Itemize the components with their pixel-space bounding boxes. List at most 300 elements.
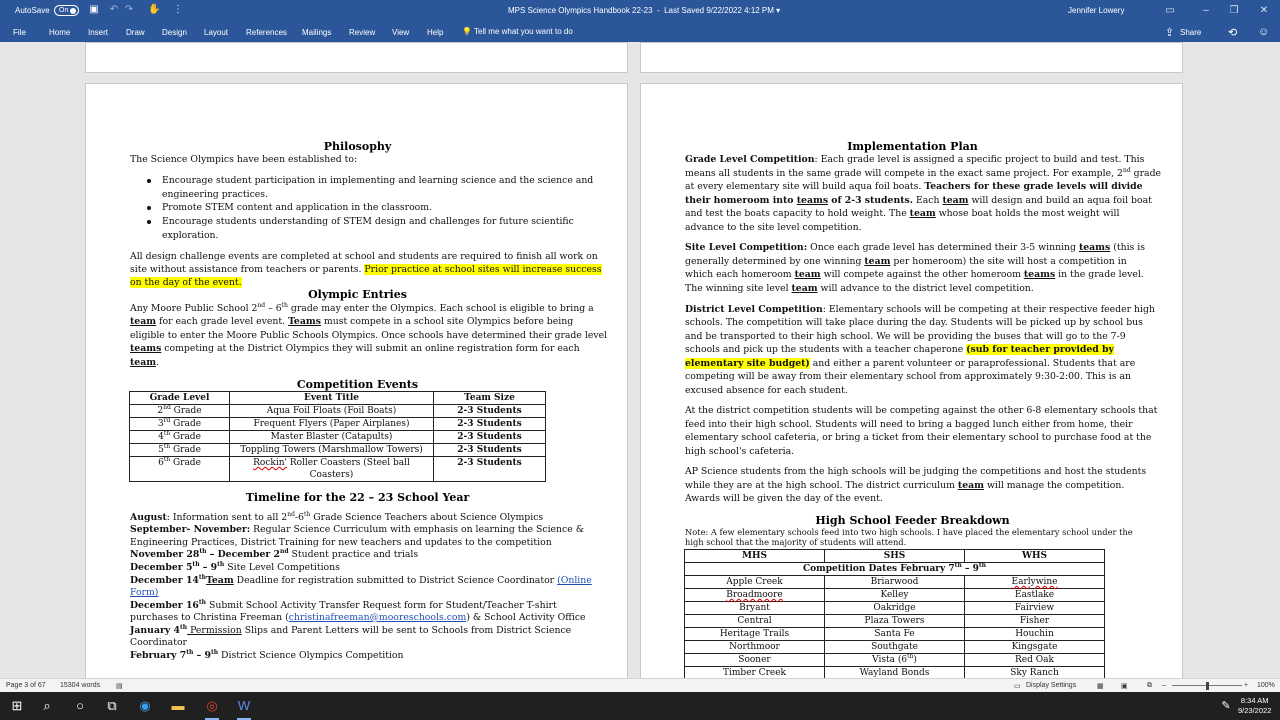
table-header: Event Title (230, 392, 434, 405)
tab-insert[interactable]: Insert (88, 28, 109, 37)
tab-view[interactable]: View (392, 28, 410, 37)
table-header: WHS (965, 550, 1105, 563)
events-table (129, 391, 546, 482)
district-level-paragraph: and be transported to their high school. We will be providing the buses that will go to the 7-9 (685, 331, 1126, 342)
table-header: Team Size (434, 392, 546, 405)
table-row (685, 563, 1105, 576)
school-cell: Timber Creek (685, 667, 825, 679)
school-cell: Fairview (965, 602, 1105, 615)
event-cell: Master Blaster (Catapults) (230, 431, 434, 444)
text-run: grade may enter the Olympics. Each school is eligible to bring a (287, 303, 594, 314)
text-run: – 9 (199, 562, 218, 573)
entries-paragraph (130, 342, 580, 356)
size-cell: 2-3 Students (434, 418, 546, 431)
bullet-text: Encourage students understanding of STEM design and challenges for future scientific (162, 216, 574, 227)
superscript: th (907, 653, 914, 660)
school-cell: Sky Ranch (965, 667, 1105, 679)
team-word: team (942, 195, 969, 206)
timeline-line: Coordinator (130, 637, 187, 648)
grade-cell (130, 405, 230, 418)
school-cell: Central (685, 615, 825, 628)
text-run: – 9 (961, 564, 979, 574)
school-cell: Santa Fe (825, 628, 965, 641)
table-header-row (685, 550, 1105, 563)
undo-icon[interactable]: ↶ (109, 4, 119, 15)
team-word: teams (1078, 242, 1111, 253)
district-level-paragraph: excused absence for each student. (685, 385, 848, 396)
bullet (147, 220, 151, 224)
display-settings-icon: ▭ (1014, 683, 1021, 690)
grade-level-paragraph (685, 180, 1143, 194)
district-competition-paragraph: At the district competition students will be competing against the other 6-8 elementary schools that (685, 405, 1158, 416)
table-row (685, 641, 1105, 654)
table-row (685, 654, 1105, 667)
site-level-paragraph (685, 282, 1034, 296)
text-run: generally determined by one winning (685, 256, 865, 267)
text-run: Regular Science Curriculum with emphasis on learning the Science & (250, 524, 584, 535)
cortana-icon[interactable]: ○ (76, 698, 84, 713)
size-cell: 2-3 Students (434, 431, 546, 444)
smiley-icon[interactable]: ☺ (1258, 26, 1270, 38)
text-run: at every elementary site will build aqua foil boats. (685, 181, 925, 192)
grade-cell (130, 457, 230, 482)
table-row (685, 615, 1105, 628)
text-run: must compete in a school site Olympics before being (320, 316, 574, 327)
event-text: Roller Coasters (Steel ball (286, 458, 410, 468)
superscript: th (954, 562, 962, 569)
grade-cell (130, 444, 230, 457)
superscript: th (163, 456, 171, 463)
table-row (685, 589, 1105, 602)
document-title: MPS Science Olympics Handbook 22-23 - Last Saved 9/22/2022 4:12 PM ▾ (508, 6, 781, 15)
grade-level-paragraph (685, 207, 1119, 221)
superscript: nd (287, 510, 295, 518)
school-cell: Wayland Bonds (825, 667, 965, 679)
text-run: grade (1130, 168, 1162, 179)
text-run: Competition Dates February 7 (803, 564, 955, 574)
team-word: team (864, 256, 891, 267)
customize-toolbar-icon[interactable]: ⋮ (173, 4, 183, 15)
school-cell: Sooner (685, 654, 825, 667)
text-run: Slips and Parent Letters will be sent to Schools from District Science (241, 625, 572, 636)
bullet (147, 179, 151, 183)
text-run: : Information sent to all 2 (166, 512, 288, 523)
grade-level-paragraph (685, 167, 1161, 181)
philosophy-heading: Philosophy (323, 140, 392, 153)
text-run: competing at the District Olympics they will submit an online registration form for each (161, 343, 580, 354)
ribbon-tabs (0, 22, 1280, 42)
text-run: December 14 (130, 575, 199, 586)
text-run: Student practice and trials (288, 549, 419, 560)
grade-number: 6 (158, 458, 164, 468)
text-run: Any Moore Public School 2 (130, 303, 258, 314)
share-icon: ⇪ (1165, 27, 1175, 39)
ribbon-display-icon[interactable]: ▭ (1165, 5, 1175, 16)
autosave-toggle[interactable] (54, 5, 79, 16)
doc-name: MPS Science Olympics Handbook 22-23 (508, 6, 653, 15)
timeline-heading: Timeline for the 22 – 23 School Year (245, 491, 470, 504)
text-run: Site Level Competition: (685, 242, 808, 253)
text-run: September- November: (130, 524, 251, 535)
grade-cell (130, 431, 230, 444)
superscript: nd (280, 547, 289, 555)
tab-review[interactable]: Review (349, 28, 376, 37)
school-cell: Fisher (965, 615, 1105, 628)
text-run: . (156, 357, 160, 368)
text-run: will compete against the other homeroom (820, 269, 1024, 280)
online-form-link[interactable]: Form) (130, 587, 159, 598)
pen-icon[interactable]: ✎ (1221, 700, 1231, 712)
page-4-bottom (640, 42, 1183, 73)
event-cell (230, 457, 434, 482)
text-run: will design and build an aqua foil boat (968, 195, 1152, 206)
clock-date: 9/23/2022 (1238, 706, 1272, 715)
team-word: teams (130, 343, 162, 354)
school-cell: Earlywine (965, 576, 1105, 589)
grade-number: 3 (157, 419, 164, 429)
district-competition-paragraph: elementary school cafeteria, or bring a ticket from their elementary school to purchase food at the (685, 432, 1152, 443)
text-run: of 2-3 students. (828, 195, 913, 206)
size-cell: 2-3 Students (434, 405, 546, 418)
table-row (130, 444, 546, 457)
highlighted-text: (sub for teacher provided by (966, 344, 1114, 355)
word-icon[interactable]: W (235, 698, 253, 714)
tab-layout[interactable]: Layout (204, 28, 229, 37)
text-run: will manage the competition. (984, 480, 1125, 491)
philosophy-intro: The Science Olympics have been established to: (130, 154, 358, 165)
school-cell: Apple Creek (685, 576, 825, 589)
school-cell: Heritage Trails (685, 628, 825, 641)
text-run: Site Level Competitions (224, 562, 340, 573)
timeline-line (130, 586, 158, 600)
event-text-line2: Coasters) (309, 470, 354, 480)
text-run: – 6 (265, 303, 282, 314)
feeder-table (684, 549, 1105, 678)
status-bar (0, 678, 1280, 692)
clock-time: 8:34 AM (1240, 696, 1269, 705)
event-cell: Frequent Flyers (Paper Airplanes) (230, 418, 434, 431)
district-level-paragraph: competing will be away from their elementary school from approximately 9:30-2:00. This is an (685, 371, 1131, 382)
grade-level-paragraph (685, 153, 1144, 167)
search-icon[interactable]: ⌕ (43, 698, 51, 713)
team-word: team (791, 283, 818, 294)
share-button[interactable]: Share (1180, 28, 1202, 37)
title-bar (0, 0, 1280, 22)
word-count[interactable]: 15304 words (60, 682, 101, 689)
text-run: ) & School Activity Office (466, 612, 586, 623)
district-competition-paragraph: feed into their high school. Students will need to bring a bagged lunch either from home, their (685, 419, 1133, 430)
district-level-paragraph: schools. The competition will take place during the day. Students will be picked up by school bus (685, 317, 1143, 328)
text-run: December 16 (130, 600, 199, 611)
timeline-line (130, 624, 571, 638)
page-2-bottom (85, 42, 628, 73)
school-cell: Oakridge (825, 602, 965, 615)
text-run: February 7 (130, 650, 187, 661)
entries-paragraph: eligible to enter the Moore Public Schools Olympics. Once schools have determined their grade level (130, 330, 608, 341)
size-cell: 2-3 Students (434, 457, 546, 482)
team-word: team (794, 269, 821, 280)
superscript: rd (163, 417, 171, 424)
tab-draw[interactable]: Draw (126, 28, 145, 37)
team-word: Teams (288, 316, 321, 327)
windows-start-icon[interactable]: ⊞ (11, 698, 23, 713)
grade-word: Grade (170, 458, 201, 468)
timeline-line: Engineering Practices, District Training for new teachers and updates to the competition (130, 537, 552, 548)
entries-paragraph (130, 302, 594, 316)
file-explorer-icon[interactable]: ▬ (171, 698, 185, 713)
history-icon[interactable]: ⟲ (1228, 27, 1238, 39)
superscript: nd (1122, 166, 1131, 174)
district-level-paragraph (685, 357, 1135, 371)
team-word: team (909, 208, 936, 219)
table-header: SHS (825, 550, 965, 563)
table-header: MHS (685, 550, 825, 563)
email-link[interactable]: christinafreeman@mooreschools.com (288, 612, 467, 623)
text-run: : Each grade level is assigned a specific project to build and test. This (814, 154, 1145, 165)
superscript: th (192, 560, 200, 568)
event-cell: Aqua Foil Floats (Foil Boats) (230, 405, 434, 418)
spell-error-text: Rockin' (253, 458, 287, 468)
text-run: site without assistance from teachers or parents. (130, 264, 362, 275)
tell-me-text: Tell me what you want to do (474, 27, 573, 36)
superscript: th (303, 510, 311, 518)
district-level-paragraph (685, 343, 1114, 357)
redo-icon[interactable]: ↷ (124, 4, 134, 15)
team-word: teams (796, 195, 829, 206)
feeder-heading: High School Feeder Breakdown (815, 514, 1010, 527)
text-run: per homeroom) the site will host a competition in (890, 256, 1127, 267)
school-cell: Eastlake (965, 589, 1105, 602)
tab-references[interactable]: References (246, 28, 287, 37)
superscript: th (163, 443, 171, 450)
tab-mailings[interactable]: Mailings (302, 28, 332, 37)
clock[interactable] (1238, 696, 1271, 716)
highlighted-text: elementary site budget) (685, 358, 810, 369)
text-run: Permission (187, 625, 242, 636)
events-heading: Competition Events (296, 378, 419, 391)
grade-word: Grade (170, 419, 202, 429)
grade-number: 4 (158, 432, 164, 442)
size-cell: 2-3 Students (434, 444, 546, 457)
text-run: Grade Level Competition (685, 154, 815, 165)
superscript: th (978, 562, 986, 569)
school-cell: Red Oak (965, 654, 1105, 667)
text-run: December 5 (130, 562, 193, 573)
superscript: th (186, 648, 194, 656)
timeline-line (130, 611, 586, 625)
table-row (130, 405, 546, 418)
focus-mode-icon[interactable]: ▦ (1097, 683, 1104, 690)
zoom-slider-thumb[interactable] (1206, 682, 1209, 690)
text-run: Vista (6 (872, 655, 908, 665)
superscript: th (179, 623, 188, 631)
text-run: and either a parent volunteer or paraprofessional. Students that are (809, 358, 1136, 369)
school-cell: Northmoor (685, 641, 825, 654)
team-word: teams (1023, 269, 1056, 280)
timeline-line (130, 548, 418, 562)
text-run: ) (913, 655, 917, 665)
taskbar (0, 692, 1280, 720)
implementation-heading: Implementation Plan (847, 140, 978, 153)
table-row (685, 602, 1105, 615)
text-run: in the grade level. (1055, 269, 1144, 280)
text-run: Deadline for registration submitted to District Science Coordinator (233, 575, 558, 586)
district-competition-paragraph: high school's cafeteria. (685, 446, 795, 457)
ap-science-paragraph: Awards will be given the day of the event. (685, 493, 883, 504)
school-cell: Houchin (965, 628, 1105, 641)
superscript: th (281, 301, 288, 309)
table-header-row (130, 392, 546, 405)
zoom-out-icon[interactable]: – (1162, 682, 1166, 689)
entries-paragraph (130, 356, 159, 370)
table-row (685, 667, 1105, 679)
school-cell: Briarwood (825, 576, 965, 589)
feeder-note: high school that the majority of students will attend. (685, 537, 907, 547)
design-paragraph (130, 263, 602, 277)
bullet-text: Encourage student participation in implementing and learning science and the science and (162, 175, 594, 186)
grade-word: Grade (170, 445, 201, 455)
site-level-paragraph (685, 268, 1144, 282)
ap-science-paragraph: AP Science students from the high schools will be judging the competitions and host the students (685, 466, 1147, 477)
bullet-text: exploration. (162, 230, 219, 241)
grade-word: Grade (170, 432, 201, 442)
school-cell: Southgate (825, 641, 965, 654)
superscript: th (217, 560, 225, 568)
superscript: th (198, 598, 207, 606)
table-header: Grade Level (130, 392, 230, 405)
text-run: November 28 (130, 549, 200, 560)
superscript: th (163, 430, 171, 437)
text-run: August (130, 512, 167, 523)
school-cell: Plaza Towers (825, 615, 965, 628)
text-run: their homeroom into (685, 195, 797, 206)
tab-help[interactable]: Help (427, 28, 444, 37)
edge-icon[interactable]: ◉ (139, 698, 151, 713)
text-run: which each homeroom (685, 269, 795, 280)
design-paragraph: All design challenge events are completed at school and students are required to finish all work on (130, 251, 598, 262)
team-word: team (130, 357, 157, 368)
team-word: Team (206, 575, 234, 586)
text-run: Each (913, 195, 943, 206)
maximize-icon[interactable]: ❐ (1229, 5, 1239, 16)
tab-home[interactable]: Home (49, 28, 71, 37)
text-run: while they are at the high school. The district curriculum (685, 480, 958, 491)
user-name[interactable]: Jennifer Lowery (1068, 6, 1125, 15)
text-run: District Level Competition (685, 304, 823, 315)
text-run: whose boat holds the most weight will (935, 208, 1120, 219)
text-run: Submit School Activity Transfer Request form for Student/Teacher T-shirt (206, 600, 557, 611)
zoom-in-icon[interactable]: + (1244, 682, 1249, 689)
text-run: for each grade level event. (156, 316, 289, 327)
bullet-text: engineering practices. (162, 189, 269, 200)
text-run: January 4 (130, 625, 180, 636)
timeline-line (130, 649, 404, 663)
table-row (130, 418, 546, 431)
table-row (685, 576, 1105, 589)
school-cell: Bryant (685, 602, 825, 615)
superscript: nd (163, 404, 171, 411)
grade-word: Grade (170, 406, 202, 416)
timeline-line (130, 561, 340, 575)
text-run: The winning site level (685, 283, 792, 294)
school-cell (825, 654, 965, 667)
page-count[interactable]: Page 3 of 67 (6, 682, 46, 689)
text-run: -6 (294, 512, 304, 523)
table-row (130, 431, 546, 444)
grade-number: 2 (157, 406, 164, 416)
tab-file[interactable]: File (13, 28, 26, 37)
text-run: purchases to Christina Freeman ( (130, 612, 289, 623)
site-level-paragraph (685, 241, 1145, 255)
display-settings[interactable]: Display Settings (1026, 682, 1077, 689)
close-icon[interactable]: ✕ (1259, 5, 1269, 16)
web-layout-icon[interactable]: ⧉ (1147, 682, 1152, 689)
text-run: District Science Olympics Competition (218, 650, 404, 661)
timeline-line (130, 523, 584, 537)
school-cell: Kingsgate (965, 641, 1105, 654)
proofing-icon[interactable]: ▤ (116, 683, 123, 690)
superscript: th (210, 648, 219, 656)
feeder-note: Note: A few elementary schools feed into two high schools. I have placed the elementary school under the (685, 527, 1133, 537)
chrome-icon[interactable]: ◎ (203, 698, 221, 714)
table-row (685, 628, 1105, 641)
print-layout-icon[interactable]: ▣ (1121, 683, 1128, 690)
competition-dates-cell (685, 563, 1105, 576)
touch-mode-icon[interactable]: ✋ (148, 4, 161, 15)
text-run: Teachers for these grade levels will divide (924, 181, 1143, 192)
superscript: th (199, 547, 207, 555)
task-view-icon[interactable]: ⧉ (107, 698, 117, 713)
text-run: – 9 (193, 650, 211, 661)
superscript: nd (257, 301, 266, 309)
text-run: (this is (1110, 242, 1146, 253)
grade-cell (130, 418, 230, 431)
highlighted-text: on the day of the event. (130, 277, 242, 288)
text-run: means all students in the same grade will compete in the exact same project. For example, 2 (685, 168, 1123, 179)
zoom-level[interactable]: 100% (1257, 682, 1275, 689)
ap-science-paragraph (685, 479, 1124, 493)
text-run: Once each grade level has determined their 3-5 winning (807, 242, 1079, 253)
autosave-state: On (59, 7, 69, 14)
school-cell: Broadmoore (685, 589, 825, 602)
last-saved: Last Saved 9/22/2022 4:12 PM (664, 6, 774, 15)
text-run: Grade Science Teachers about Science Olympics (310, 512, 544, 523)
document-canvas[interactable] (0, 42, 1280, 678)
save-icon[interactable]: ▣ (89, 4, 99, 15)
school-cell: Kelley (825, 589, 965, 602)
toggle-knob (70, 8, 76, 14)
online-form-link[interactable]: (Online (557, 575, 592, 586)
minimize-icon[interactable]: – (1203, 5, 1209, 16)
entries-heading: Olympic Entries (308, 288, 407, 301)
text-run: and test the boats capacity to hold weight. The (685, 208, 910, 219)
bullet (147, 206, 151, 210)
page-3[interactable] (85, 83, 628, 678)
event-cell: Toppling Towers (Marshmallow Towers) (230, 444, 434, 457)
district-level-paragraph (685, 303, 1155, 317)
lightbulb-icon: 💡 (462, 27, 472, 36)
page-4[interactable] (640, 83, 1183, 678)
tab-design[interactable]: Design (162, 28, 187, 37)
tell-me-search[interactable] (462, 27, 573, 36)
text-run: will advance to the district level competition. (817, 283, 1034, 294)
bullet-text: Promote STEM content and application in the classroom. (162, 202, 433, 213)
autosave-label: AutoSave (15, 6, 50, 15)
team-word: team (957, 480, 984, 491)
grade-number: 5 (158, 445, 164, 455)
team-word: team (130, 316, 157, 327)
text-run: schools and pick up the students with a teacher chaperone (685, 344, 967, 355)
